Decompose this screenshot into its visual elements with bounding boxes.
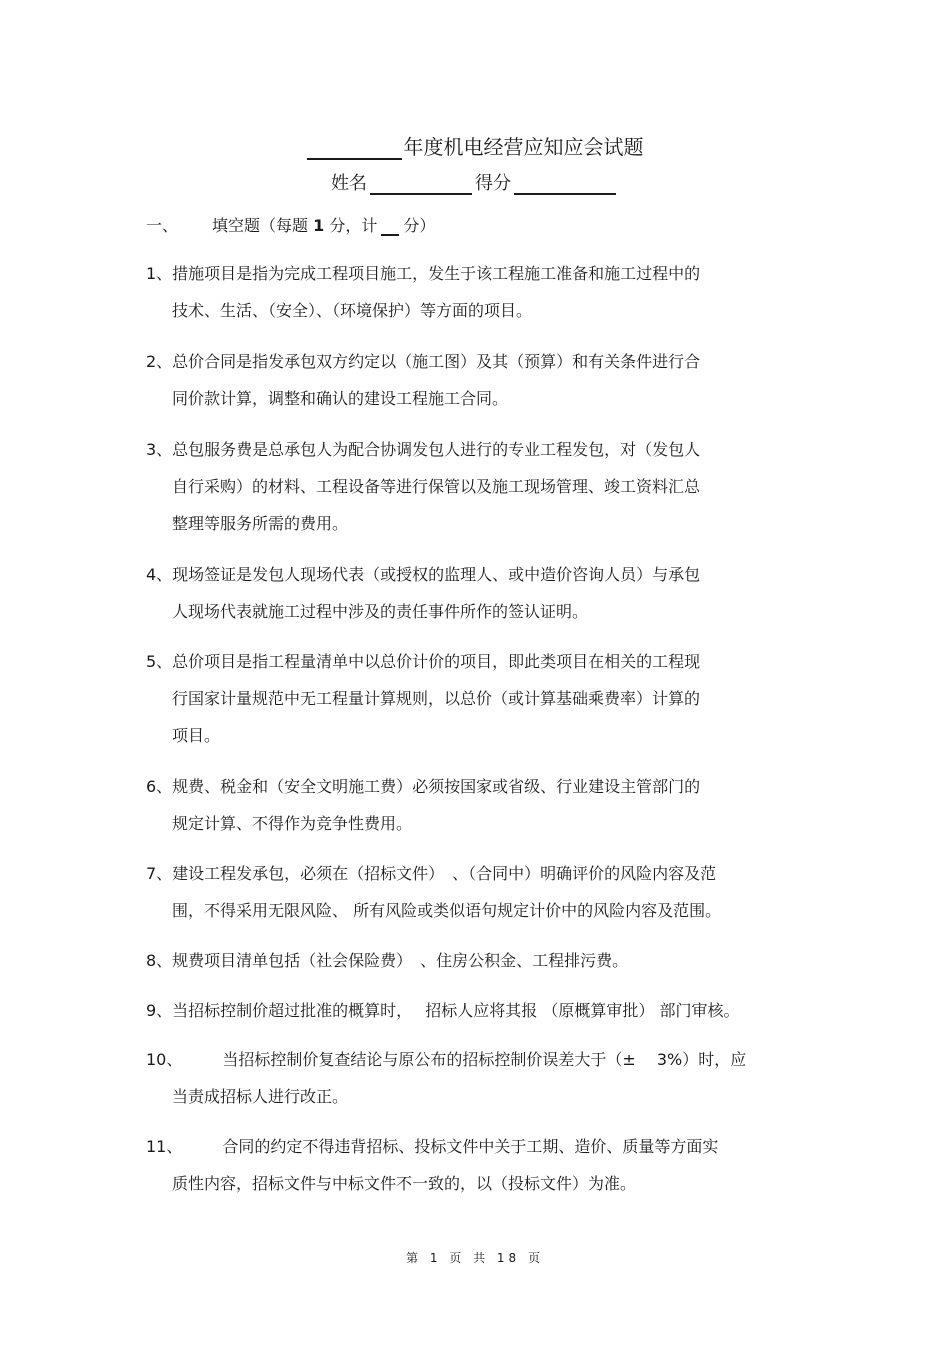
section-post: 分） (403, 216, 436, 235)
question-3 (146, 431, 700, 542)
section-pre: 填空题（每题 (212, 216, 309, 235)
question-line: 人现场代表就施工过程中涉及的责任事件所作的签认证明。 (172, 602, 589, 621)
question-line: 围，不得采用无限风险、 所有风险或类似语句规定计价中的风险内容及范围。 (172, 901, 722, 920)
question-line: 规定计算、不得作为竞争性费用。 (172, 814, 413, 833)
name-label: 姓名 (331, 173, 367, 194)
section-heading (146, 213, 435, 236)
page-footer: 第 1 页 共 18 页 (406, 1251, 544, 1265)
question-line: 6、规费、税金和（安全文明施工费）必须按国家或省级、行业建设主管部门的 (146, 777, 701, 796)
question-line: 5、总价项目是指工程量清单中以总价计价的项目，即此类项目在相关的工程现 (146, 652, 701, 671)
question-6 (146, 768, 700, 842)
question-number: 11、 (146, 1137, 183, 1156)
score-blank (514, 175, 616, 195)
question-line: 9、当招标控制价超过批准的概算时， 招标人应将其报 （原概算审批） 部门审核。 (146, 1001, 740, 1020)
question-4 (146, 556, 700, 630)
question-line: 行国家计量规范中无工程量计算规则，以总价（或计算基础乘费率）计算的 (172, 689, 701, 708)
question-line: 当责成招标人进行改正。 (172, 1087, 349, 1106)
section-points: 1 (313, 216, 325, 235)
question-11 (146, 1128, 718, 1202)
question-number: 10、 (146, 1050, 183, 1069)
question-line: 7、建设工程发承包，必须在（招标文件） 、（合同中）明确评价的风险内容及范 (146, 864, 717, 883)
question-10 (146, 1041, 746, 1115)
name-score-row (0, 169, 950, 195)
section-number: 一、 (146, 216, 179, 235)
score-label: 得分 (475, 173, 511, 194)
question-7 (146, 855, 721, 929)
total-blank (381, 219, 399, 236)
question-line: 同价款计算，调整和确认的建设工程施工合同。 (172, 389, 509, 408)
question-line: 3、总包服务费是总承包人为配合协调发包人进行的专业工程发包，对（发包人 (146, 440, 701, 459)
question-9 (146, 992, 739, 1029)
question-line: 质性内容，招标文件与中标文件不一致的，以（投标文件）为准。 (172, 1174, 637, 1193)
page-title (0, 131, 950, 160)
question-8 (146, 942, 628, 979)
question-2 (146, 343, 700, 417)
question-line: 8、规费项目清单包括（社会保险费） 、住房公积金、工程排污费。 (146, 951, 629, 970)
question-line: 技术、生活、（安全）、（环境保护）等方面的项目。 (172, 301, 533, 320)
question-line: 1、措施项目是指为完成工程项目施工，发生于该工程施工准备和施工过程中的 (146, 264, 701, 283)
question-line: 当招标控制价复查结论与原公布的招标控制价误差大于（± 3%）时，应 (222, 1050, 747, 1069)
question-line: 4、现场签证是发包人现场代表（或授权的监理人、或中造价咨询人员）与承包 (146, 565, 701, 584)
name-blank (370, 175, 472, 195)
question-line: 合同的约定不得违背招标、投标文件中关于工期、造价、质量等方面实 (222, 1137, 719, 1156)
question-line: 2、总价合同是指发承包双方约定以（施工图）及其（预算）和有关条件进行合 (146, 352, 701, 371)
question-line: 项目。 (172, 726, 221, 745)
year-blank (307, 138, 402, 160)
question-1 (146, 255, 700, 329)
question-5 (146, 643, 700, 754)
question-line: 整理等服务所需的费用。 (172, 514, 349, 533)
section-mid: 分，计 (329, 216, 378, 235)
title-text: 年度机电经营应知应会试题 (403, 135, 644, 159)
question-line: 自行采购）的材料、工程设备等进行保管以及施工现场管理、竣工资料汇总 (172, 477, 701, 496)
